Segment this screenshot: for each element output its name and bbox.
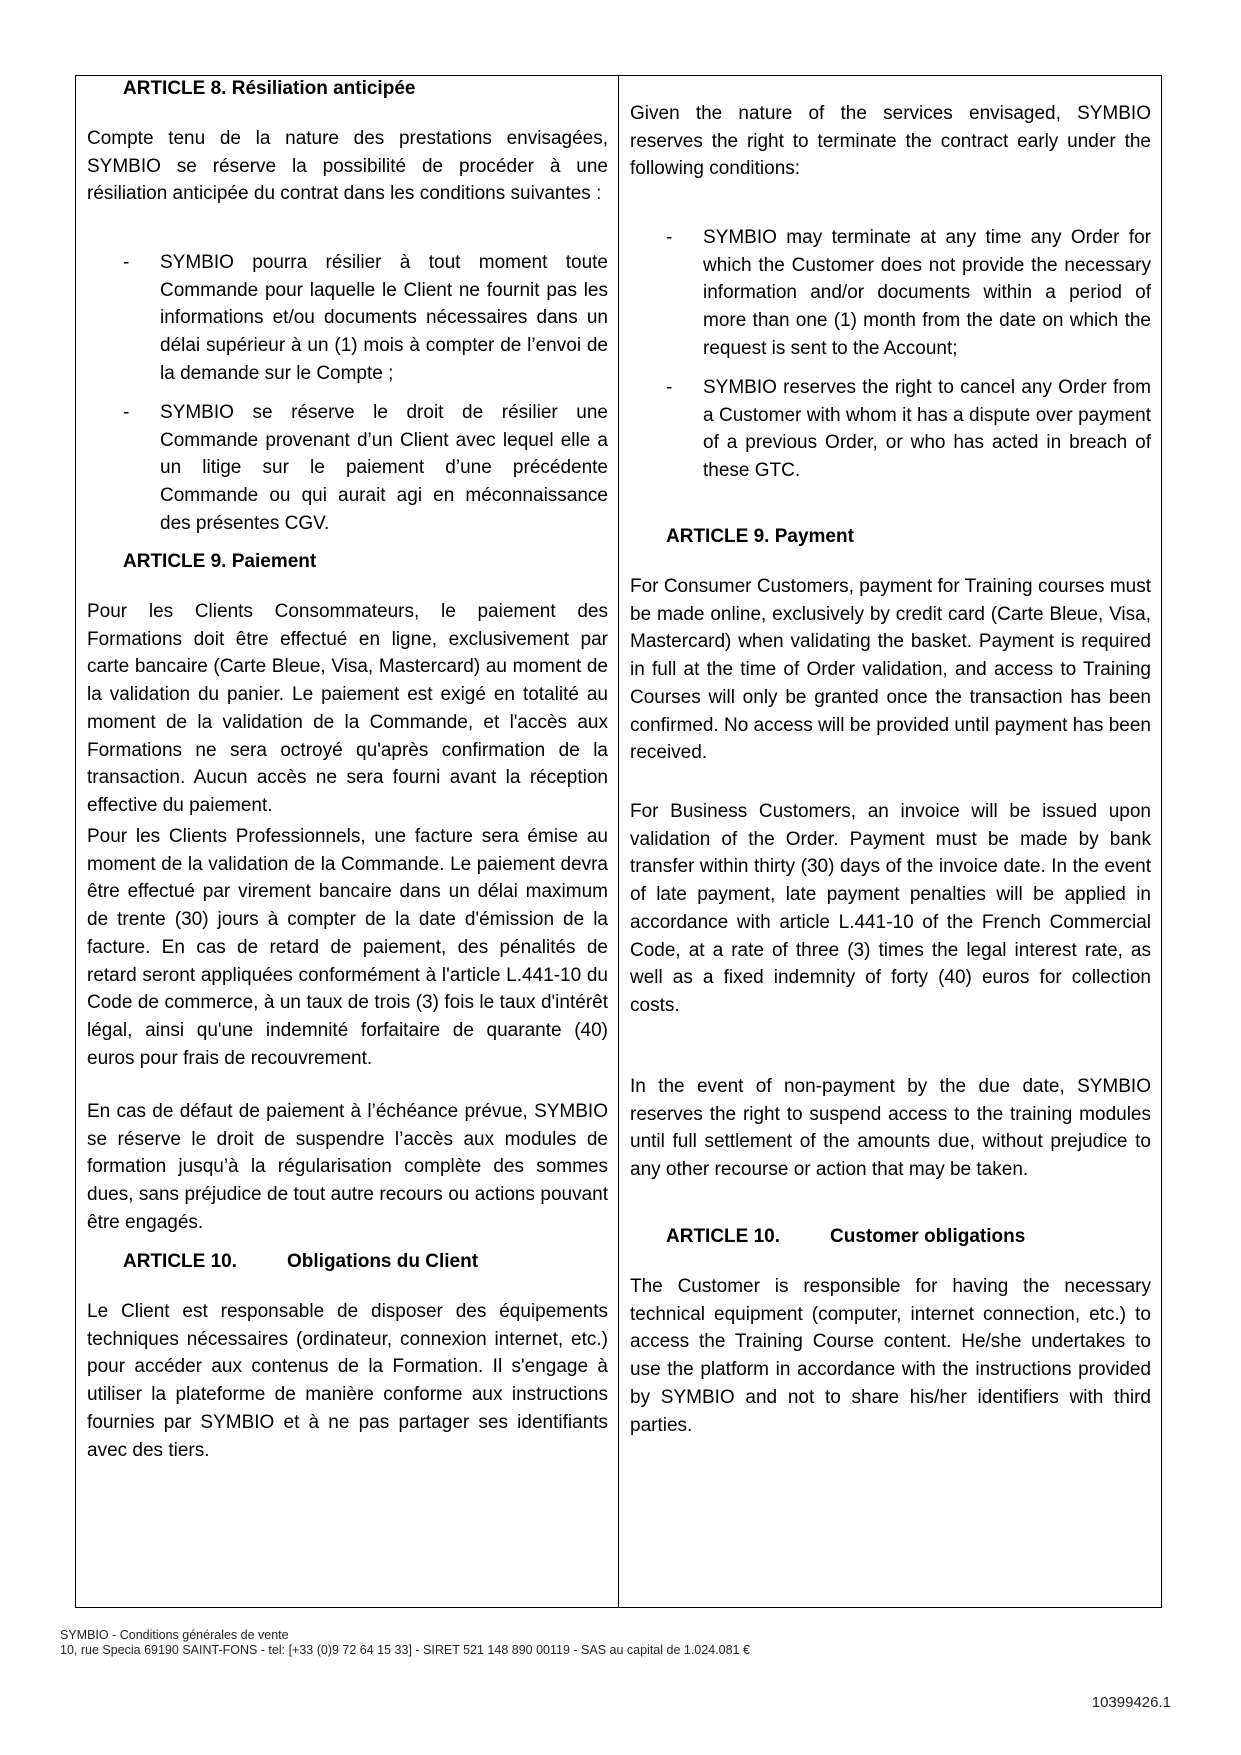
- article-9-paragraph-2-fr: Pour les Clients Professionnels, une facture sera émise au moment de la validation de la Commande. Le paiement devra être effectué par virement bancaire dans un délai maximum de trente (30) jours à compter de la date d'émission de la facture. En cas de retard de paiement, des pénalités de retard seront appliquées conformément à l'article L.441-10 du Code de commerce, à un taux de trois (3) fois le taux d'intérêt légal, ainsi qu'une indemnité forfaitaire de quarante (40) euros pour frais de recouvrement.: [87, 826, 608, 1069]
- article-10-heading-en: [666, 1223, 1151, 1251]
- english-column: [619, 76, 1161, 1607]
- article-8-bullet-2-fr: [123, 399, 608, 538]
- article-10-paragraph-en: The Customer is responsible for having the necessary technical equipment (computer, internet connection, etc.) to access the Training Course content. He/she undertakes to use the platform in accordance with the instructions provided by SYMBIO and not to share his/her identifiers with third parties.: [630, 1276, 1151, 1436]
- article-10-title: Customer obligations: [830, 1226, 1026, 1247]
- article-8-intro-en: Given the nature of the services envisaged, SYMBIO reserves the right to terminate the contract early under the following conditions:: [630, 103, 1151, 180]
- article-8-bullet-2-en: [666, 374, 1151, 485]
- article-9-paragraph-1-fr: Pour les Clients Consommateurs, le paiement des Formations doit être effectué en ligne, exclusivement par carte bancaire (Carte Bleue, Visa, Mastercard) au moment de la validation du panier. Le paiement est exigé en totalité au moment de la validation de la Commande, et l'accès aux Formations ne sera octroyé qu'après confirmation de la transaction. Aucun accès ne sera fourni avant la réception effective du paiement.: [87, 601, 608, 816]
- bilingual-table: [75, 75, 1162, 1608]
- article-8-heading-fr: ARTICLE 8. Résiliation anticipée: [123, 78, 416, 99]
- article-8-bullet-1-en: [666, 224, 1151, 363]
- bullet-text: SYMBIO pourra résilier à tout moment toute Commande pour laquelle le Client ne fournit pas les informations et/ou documents nécessaires dans un délai supérieur à un (1) mois à compter de l’envoi de la demande sur le Compte ;: [160, 252, 608, 384]
- article-9-heading-en: ARTICLE 9. Payment: [666, 526, 854, 547]
- article-8-intro-fr: Compte tenu de la nature des prestations envisagées, SYMBIO se réserve la possibilité de procéder à une résiliation anticipée du contrat dans les conditions suivantes :: [87, 128, 608, 205]
- bullet-dash: -: [123, 402, 130, 423]
- article-9-heading-fr: ARTICLE 9. Paiement: [123, 551, 317, 572]
- bullet-text: SYMBIO se réserve le droit de résilier une Commande provenant d’un Client avec lequel elle a un litige sur le paiement d’une précédente Commande ou qui aurait agi en méconnaissance des présentes CGV.: [160, 402, 608, 534]
- bullet-dash: -: [666, 377, 673, 398]
- article-10-heading-fr: [123, 1248, 608, 1276]
- article-9-paragraph-3-en: In the event of non-payment by the due date, SYMBIO reserves the right to suspend access to the training modules until full settlement of the amounts due, without prejudice to any other recourse or action that may be taken.: [630, 1076, 1151, 1181]
- article-10-paragraph-fr: Le Client est responsable de disposer des équipements techniques nécessaires (ordinateur, connexion internet, etc.) pour accéder aux contenus de la Formation. Il s'engage à utiliser la plateforme de manière conforme aux instructions fournies par SYMBIO et à ne pas partager ses identifiants avec des tiers.: [87, 1301, 608, 1461]
- article-10-title: Obligations du Client: [287, 1251, 479, 1272]
- document-number: 10399426.1: [1091, 1694, 1171, 1711]
- footer-title: SYMBIO - Conditions générales de vente: [60, 1628, 289, 1642]
- article-10-number: ARTICLE 10.: [666, 1226, 781, 1247]
- article-9-paragraph-1-en: For Consumer Customers, payment for Training courses must be made online, exclusively by credit card (Carte Bleue, Visa, Mastercard) when validating the basket. Payment is required in full at the time of Order validation, and access to Training Courses will only be granted once the transaction has been confirmed. No access will be provided until payment has been received.: [630, 576, 1151, 764]
- page-footer: [60, 1628, 750, 1658]
- bullet-text: SYMBIO reserves the right to cancel any Order from a Customer with whom it has a dispute over payment of a previous Order, or who has acted in breach of these GTC.: [703, 377, 1151, 482]
- bullet-text: SYMBIO may terminate at any time any Order for which the Customer does not provide the necessary information and/or documents within a period of more than one (1) month from the date on which the request is sent to the Account;: [703, 227, 1151, 359]
- bullet-dash: -: [666, 227, 673, 248]
- article-8-bullet-1-fr: [123, 249, 608, 388]
- bullet-dash: -: [123, 252, 130, 273]
- article-10-number: ARTICLE 10.: [123, 1251, 238, 1272]
- footer-address: 10, rue Specia 69190 SAINT-FONS - tel: [+33 (0)9 72 64 15 33] - SIRET 521 148 890 00119 - SAS au capital de 1.024.081 €: [60, 1643, 750, 1657]
- french-column: [76, 76, 619, 1607]
- article-9-paragraph-3-fr: En cas de défaut de paiement à l’échéance prévue, SYMBIO se réserve le droit de suspendre l’accès aux modules de formation jusqu’à la régularisation complète des sommes dues, sans préjudice de tout autre recours ou actions pouvant être engagés.: [87, 1101, 608, 1233]
- article-9-paragraph-2-en: For Business Customers, an invoice will be issued upon validation of the Order. Payment must be made by bank transfer within thirty (30) days of the invoice date. In the event of late payment, late payment penalties will be applied in accordance with article L.441-10 of the French Commercial Code, at a rate of three (3) times the legal interest rate, as well as a fixed indemnity of forty (40) euros for collection costs.: [630, 801, 1151, 1016]
